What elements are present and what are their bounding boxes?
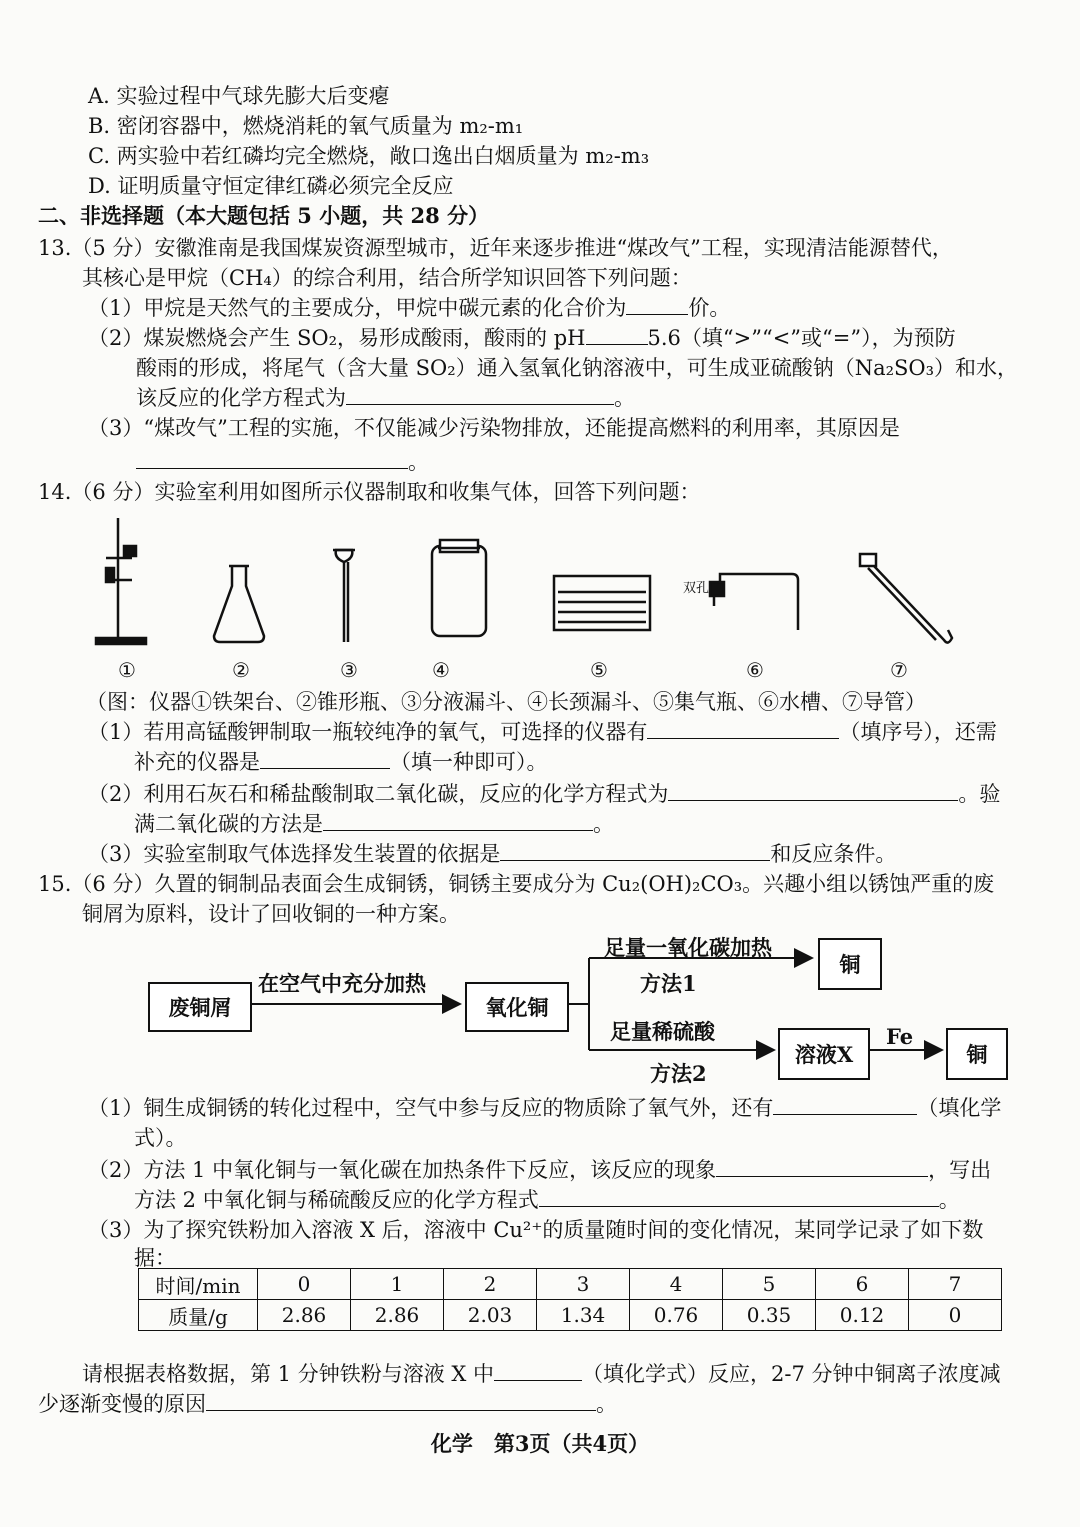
q15-final-line1	[82, 1360, 1001, 1388]
table-row	[139, 1269, 1002, 1300]
q14-part2-line1	[88, 780, 1000, 808]
flow-label-method1: 方法1	[640, 971, 697, 996]
apparatus-label-7: ⑦	[890, 658, 908, 682]
q15-final-text: 请根据表格数据，第 1 分钟铁粉与溶液 X 中	[82, 1362, 495, 1386]
table-cell: 0.12	[816, 1300, 909, 1331]
q15-p1-text: （1）铜生成铜锈的转化过程中，空气中参与反应的物质除了氧气外，还有	[88, 1096, 774, 1120]
q15-part2-line2	[134, 1186, 960, 1214]
q15-final-end: 。	[596, 1392, 617, 1416]
q13-part2-line1	[88, 324, 956, 352]
flow-label-h2so4: 足量稀硫酸	[610, 1019, 715, 1044]
q13-p2-end: 。	[614, 386, 635, 410]
option-b	[88, 112, 523, 140]
option-c	[88, 142, 649, 170]
table-cell: 1	[351, 1269, 444, 1300]
apparatus-label-1: ①	[118, 658, 136, 682]
apparatus-label-6: ⑥	[746, 658, 764, 682]
q15-part3-line1: （3）为了探究铁粉加入溶液 X 后，溶液中 Cu²⁺的质量随时间的变化情况，某同学记录了如下数	[88, 1218, 984, 1242]
option-d	[88, 172, 453, 200]
conical-flask-icon	[214, 566, 264, 642]
q14-intro	[38, 478, 700, 506]
flow-box-copper-oxide: 氧化铜	[465, 982, 569, 1032]
q14-part1-line2	[134, 748, 548, 776]
table-header-time: 时间/min	[139, 1269, 258, 1300]
table-cell: 0	[258, 1269, 351, 1300]
gas-bottle-icon	[432, 540, 486, 636]
table-cell: 1.34	[537, 1300, 630, 1331]
answer-blank[interactable]	[136, 448, 408, 469]
table-cell: 2	[444, 1269, 537, 1300]
apparatus-figure	[0, 510, 1080, 655]
q13-part1	[88, 294, 730, 322]
q13-part3-line2	[136, 448, 429, 476]
q14-p1-text-c: 补充的仪器是	[134, 750, 260, 774]
q15-final-text-c: 少逐渐变慢的原因	[38, 1392, 206, 1416]
q14-p2-end: 。	[593, 812, 614, 836]
data-table	[138, 1268, 1002, 1331]
long-neck-funnel-icon	[333, 550, 355, 642]
q15-intro-1	[38, 870, 994, 898]
option-key: B.	[88, 114, 111, 138]
iron-stand-icon	[96, 518, 146, 644]
table-cell: 2.03	[444, 1300, 537, 1331]
table-cell: 3	[537, 1269, 630, 1300]
table-cell: 2.86	[351, 1300, 444, 1331]
answer-blank[interactable]	[647, 718, 839, 739]
q14-p3-text: （3）实验室制取气体选择发生装置的依据是	[88, 842, 501, 866]
answer-blank[interactable]	[500, 840, 770, 861]
q15-part3-line2: 据：	[134, 1246, 176, 1270]
flow-label-co: 足量一氧化碳加热	[604, 935, 772, 960]
table-cell: 5	[723, 1269, 816, 1300]
apparatus-label-2: ②	[232, 658, 250, 682]
q13-p2-text-d: 该反应的化学方程式为	[136, 386, 346, 410]
option-text: 密闭容器中，燃烧消耗的氧气质量为 m₂-m₁	[116, 114, 524, 138]
option-key: A.	[88, 84, 110, 108]
option-text: 证明质量守恒定律红磷必须完全反应	[117, 174, 454, 198]
table-cell: 0	[909, 1300, 1002, 1331]
table-header-mass: 质量/g	[139, 1300, 258, 1331]
q15-intro-text: （6 分）久置的铜制品表面会生成铜锈，铜锈主要成分为 Cu₂(OH)₂CO₃。兴趣小组以锈蚀严重的废	[71, 872, 995, 896]
answer-blank[interactable]	[323, 810, 593, 831]
q13-intro-text: （5 分）安徽淮南是我国煤炭资源型城市，近年来逐步推进“煤改气”工程，实现清洁能源替代，	[71, 236, 953, 260]
q14-part2-line2	[134, 810, 614, 838]
q15-part1-line1	[88, 1094, 1001, 1122]
option-key: D.	[88, 174, 111, 198]
q15-intro-2: 铜屑为原料，设计了回收铜的一种方案。	[82, 902, 460, 926]
q15-part2-line1	[88, 1156, 991, 1184]
table-cell: 6	[816, 1269, 909, 1300]
table-cell: 0.35	[723, 1300, 816, 1331]
q13-p1-suffix: 价。	[688, 296, 731, 320]
q14-caption: （图：仪器①铁架台、②锥形瓶、③分液漏斗、④长颈漏斗、⑤集气瓶、⑥水槽、⑦导管）	[86, 690, 926, 714]
table-cell: 4	[630, 1269, 723, 1300]
q14-part3	[88, 840, 896, 868]
q15-part1-line2: 式）。	[134, 1126, 187, 1150]
option-text: 两实验中若红磷均完全燃烧，敞口逸出白烟质量为 m₂-m₃	[116, 144, 650, 168]
q15-p2-text: （2）方法 1 中氧化铜与一氧化碳在加热条件下反应，该反应的现象	[88, 1158, 717, 1182]
q14-p1-text-d: （填一种即可）。	[390, 750, 548, 774]
table-cell: 0.76	[630, 1300, 723, 1331]
answer-blank[interactable]	[668, 780, 958, 801]
q13-part2-line3	[136, 384, 635, 412]
water-trough-icon	[554, 576, 650, 630]
q15-number: 15.	[38, 872, 72, 896]
option-a	[88, 82, 390, 110]
option-key: C.	[88, 144, 110, 168]
q14-intro-text: （6 分）实验室利用如图所示仪器制取和收集气体，回答下列问题：	[71, 480, 701, 504]
answer-blank[interactable]	[773, 1094, 917, 1115]
stopper-tube-icon	[710, 574, 798, 630]
section-title: 二、非选择题（本大题包括 5 小题，共 28 分）	[38, 203, 490, 228]
answer-blank[interactable]	[539, 1186, 939, 1207]
answer-blank[interactable]	[716, 1156, 928, 1177]
q15-p1-text-b: （填化学	[917, 1096, 1002, 1120]
table-cell: 7	[909, 1269, 1002, 1300]
q14-p1-text-b: （填序号），还需	[839, 720, 997, 744]
answer-blank[interactable]	[260, 748, 390, 769]
q13-p1-text: （1）甲烷是天然气的主要成分，甲烷中碳元素的化合价为	[88, 296, 627, 320]
answer-blank[interactable]	[206, 1390, 596, 1411]
q13-intro-2: 其核心是甲烷（CH₄）的综合利用，结合所学知识回答下列问题：	[82, 266, 692, 290]
q13-part3-line1: （3）“煤改气”工程的实施，不仅能减少污染物排放，还能提高燃料的利用率，其原因是	[88, 416, 900, 440]
answer-blank[interactable]	[626, 294, 688, 315]
answer-blank[interactable]	[494, 1360, 582, 1381]
q15-p2-end: 。	[938, 1188, 960, 1212]
q13-p2-text-b: 5.6（填“>”“<”或“=”），为预防	[647, 326, 956, 350]
q15-final-text-b: （填化学式）反应，2-7 分钟中铜离子浓度减	[582, 1362, 1001, 1386]
q14-p3-suffix: 和反应条件。	[770, 842, 897, 866]
q13-p2-text: （2）煤炭燃烧会产生 SO₂，易形成酸雨，酸雨的 pH	[88, 326, 586, 350]
flow-box-copper-2: 铜	[946, 1028, 1008, 1080]
answer-blank[interactable]	[346, 384, 614, 405]
apparatus-label-5: ⑤	[590, 658, 608, 682]
q14-p2-text: （2）利用石灰石和稀盐酸制取二氧化碳，反应的化学方程式为	[88, 782, 669, 806]
q14-p1-text: （1）若用高锰酸钾制取一瓶较纯净的氧气，可选择的仪器有	[88, 720, 648, 744]
q15-p2-text-b: ，写出	[928, 1158, 992, 1182]
q15-final-line2	[38, 1390, 617, 1418]
delivery-tube-icon	[860, 554, 952, 643]
q13-intro-1	[38, 234, 953, 262]
flow-label-method2: 方法2	[650, 1061, 707, 1086]
flow-box-copper-1: 铜	[818, 938, 882, 990]
q14-p2-text-b: 。验	[958, 782, 1001, 806]
answer-blank[interactable]	[586, 324, 648, 345]
q14-p2-text-c: 满二氧化碳的方法是	[134, 812, 323, 836]
q14-number: 14.	[38, 480, 72, 504]
apparatus-label-3: ③	[340, 658, 358, 682]
q13-p3-end: 。	[408, 450, 429, 474]
q15-p2-text-c: 方法 2 中氧化铜与稀硫酸反应的化学方程式	[134, 1188, 539, 1212]
flow-label-fe: Fe	[886, 1024, 914, 1049]
q13-part2-line2: 酸雨的形成，将尾气（含大量 SO₂）通入氢氧化钠溶液中，可生成亚硫酸钠（Na₂SO₃）和水，	[136, 356, 1019, 380]
flow-label-heat: 在空气中充分加热	[258, 971, 426, 996]
q14-part1-line1	[88, 718, 997, 746]
option-text: 实验过程中气球先膨大后变瘪	[116, 84, 390, 108]
table-row	[139, 1300, 1002, 1331]
flow-box-scrap-copper: 废铜屑	[148, 982, 252, 1032]
apparatus-label-4: ④	[432, 658, 450, 682]
flow-box-solution-x: 溶液X	[778, 1028, 870, 1080]
table-cell: 2.86	[258, 1300, 351, 1331]
two-hole-label: 双孔	[683, 581, 710, 596]
q13-number: 13.	[38, 236, 72, 260]
page-footer: 化学 第3页（共4页）	[430, 1431, 650, 1456]
